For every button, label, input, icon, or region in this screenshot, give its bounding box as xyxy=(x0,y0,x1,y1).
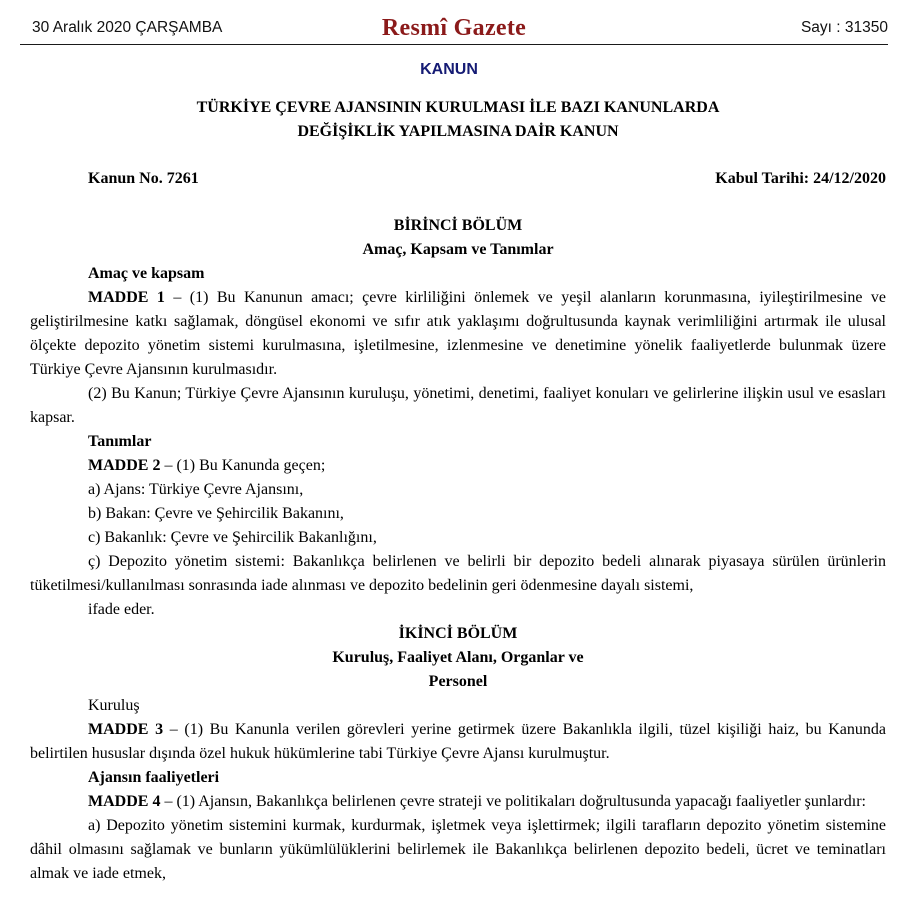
definition-item: a) Ajans: Türkiye Çevre Ajansını, xyxy=(88,481,304,498)
definition-item: b) Bakan: Çevre ve Şehircilik Bakanını, xyxy=(88,505,344,522)
article-label: MADDE 2 xyxy=(88,457,161,474)
article-2 xyxy=(30,454,886,478)
article-3 xyxy=(30,718,886,766)
section-heading: Amaç ve kapsam xyxy=(88,265,205,282)
law-number: Kanun No. 7261 xyxy=(88,170,199,187)
part-1-subheading: Amaç, Kapsam ve Tanımlar xyxy=(362,241,554,258)
article-1-paragraph-2: (2) Bu Kanun; Türkiye Çevre Ajansının kuruluşu, yönetimi, denetimi, faaliyet konuları ve gelirlerine ilişkin usul ve esasları kapsar. xyxy=(30,385,886,426)
part-2-subheading: Personel xyxy=(428,673,488,690)
issue-date: 30 Aralık 2020 ÇARŞAMBA xyxy=(32,19,223,36)
article-text: – (1) Bu Kanunda geçen; xyxy=(160,457,326,474)
gazette-title: Resmî Gazete xyxy=(381,15,527,41)
part-1-heading: BİRİNCİ BÖLÜM xyxy=(393,217,523,234)
law-title-line-1: TÜRKİYE ÇEVRE AJANSININ KURULMASI İLE BAZI KANUNLARDA xyxy=(196,99,720,116)
law-title-line-2: DEĞİŞİKLİK YAPILMASINA DAİR KANUN xyxy=(297,123,619,140)
article-text: – (1) Bu Kanunla verilen görevleri yerine getirmek üzere Bakanlıkla ilgili, tüzel kişiliği haiz, bu Kanunda belirtilen hususlar dışında özel hukuk hükümlerine tabi Türkiye Çevre Ajansı kurulmuştur. xyxy=(30,721,886,762)
article-4-item-a: a) Depozito yönetim sistemini kurmak, kurdurmak, işletmek veya işlettirmek; ilgili tarafların depozito yönetim sistemine dâhil olmasını sağlamak ve bunların yükümlülüklerini belirlemek ile Bakanlıkça belirlenen depozito bedeli, ücret ve teminatları almak ve iade etmek, xyxy=(30,817,886,882)
part-2-heading: İKİNCİ BÖLÜM xyxy=(398,625,518,642)
section-heading: Ajansın faaliyetleri xyxy=(88,769,220,786)
document-type: KANUN xyxy=(420,61,478,78)
section-heading: Kuruluş xyxy=(88,697,140,714)
article-label: MADDE 1 xyxy=(88,289,165,306)
law-meta xyxy=(88,170,886,192)
definition-item: c) Bakanlık: Çevre ve Şehircilik Bakanlığını, xyxy=(88,529,377,546)
definition-closing: ifade eder. xyxy=(88,601,155,618)
article-label: MADDE 4 xyxy=(88,793,161,810)
article-1 xyxy=(30,286,886,382)
definition-item: ç) Depozito yönetim sistemi: Bakanlıkça belirlenen ve belirli bir depozito bedeli alınarak piyasaya sürülen ürünlerin tüketilmesi/kullanılması sonrasında iade alınması ve depozito bedelinin geri ödenmesine dayalı sistemi, xyxy=(30,553,886,594)
law-body xyxy=(30,214,886,886)
article-label: MADDE 3 xyxy=(88,721,164,738)
acceptance-date: Kabul Tarihi: 24/12/2020 xyxy=(715,170,886,187)
article-4 xyxy=(30,790,886,814)
article-text: – (1) Bu Kanunun amacı; çevre kirliliğini önlemek ve yeşil alanların korunmasına, iyileştirilmesine ve geliştirilmesine katkı sağlamak, döngüsel ekonomi ve sıfır atık yaklaşımı doğrultusunda kaynak verimliliğini artırmak ile ulusal ölçekte depozito yönetim sistemi kurulmasına, işletilmesine, izlenmesine ve denetimine yönelik faaliyetlerde bulunmak üzere Türkiye Çevre Ajansının kurulmasıdır. xyxy=(30,289,887,378)
section-heading: Tanımlar xyxy=(88,433,152,450)
part-2-subheading: Kuruluş, Faaliyet Alanı, Organlar ve xyxy=(332,649,584,666)
issue-number: Sayı : 31350 xyxy=(800,19,888,36)
law-title xyxy=(30,96,886,144)
gazette-header xyxy=(20,0,888,45)
article-text: – (1) Ajansın, Bakanlıkça belirlenen çevre strateji ve politikaları doğrultusunda yapacağı faaliyetler şunlardır: xyxy=(160,793,866,810)
